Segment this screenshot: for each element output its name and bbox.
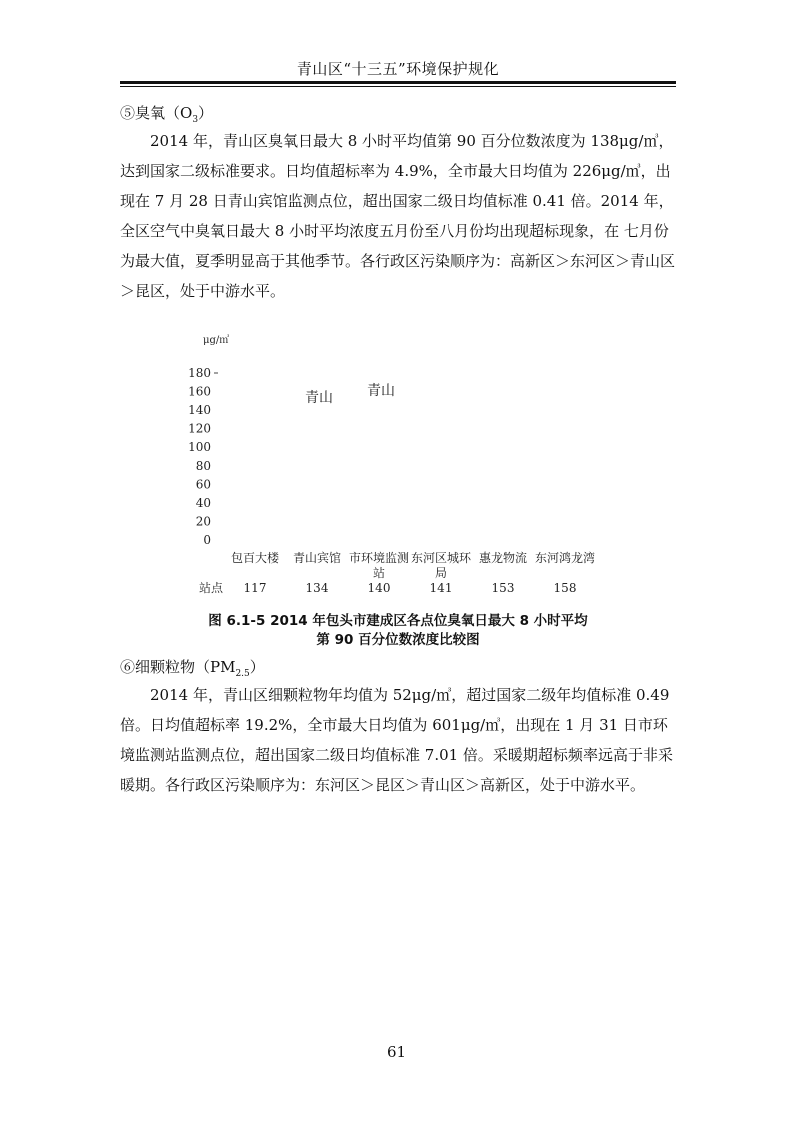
header-rule-thin bbox=[120, 86, 676, 87]
y-tick-label: 60 bbox=[195, 477, 211, 492]
o3-heading-prefix: ⑤臭氧（O bbox=[120, 104, 193, 122]
bar bbox=[547, 393, 583, 540]
bar bbox=[237, 431, 273, 540]
y-tick-label: 80 bbox=[195, 458, 211, 473]
value-label: 140 bbox=[367, 581, 391, 595]
y-tick-label: 40 bbox=[195, 495, 211, 510]
x-category-label: 站 bbox=[372, 566, 386, 580]
running-header: 青山区“十三五”环境保护规化 bbox=[296, 60, 500, 78]
value-label: 158 bbox=[553, 581, 577, 595]
x-category-label: 东河区城环 bbox=[410, 551, 472, 565]
x-category-label: 市环境监测 bbox=[348, 551, 410, 565]
x-category-label: 包百大楼 bbox=[230, 551, 280, 565]
station-row-label: 站点 bbox=[199, 581, 224, 595]
o3-paragraph: 2014 年，青山区臭氧日最大 8 小时平均值第 90 百分位数浓度为 138μg/㎥，达到国家二级标准要求。日均值超标率为 4.9%，全市最大日均值为 226μg/㎥，出现在 7 月 28 日青山宾馆监测点位，超出国家二级日均值标准 0.41 倍。2014 年，全区空气中臭氧日最大 8 小时平均浓度五月份至八月份均出现超标现象，在 七月份为最大值，夏季明显高于其他季节。各行政区污染顺序为：高新区＞东河区＞青山区＞昆区，处于中游水平。 bbox=[120, 132, 676, 300]
bar bbox=[299, 416, 335, 540]
page-number: 61 bbox=[386, 1043, 407, 1061]
y-tick-label: 160 bbox=[188, 384, 211, 399]
bar bbox=[361, 410, 397, 540]
value-label: 141 bbox=[429, 581, 453, 595]
value-label: 117 bbox=[243, 581, 267, 595]
o3-heading-sub: 3 bbox=[192, 115, 199, 125]
x-category-label: 东河鸿龙湾 bbox=[534, 551, 596, 565]
chart-annotation: 青山 bbox=[305, 390, 333, 407]
y-tick-label: 20 bbox=[195, 514, 211, 529]
chart-annotation: 青山 bbox=[367, 382, 395, 399]
x-category-label: 局 bbox=[434, 566, 448, 580]
o3-bar-chart bbox=[185, 325, 655, 605]
bar bbox=[423, 409, 459, 540]
pm25-paragraph: 2014 年，青山区细颗粒物年均值为 52μg/㎥，超过国家二级年均值标准 0.49 倍。日均值超标率 19.2%，全市最大日均值为 601μg/㎥，出现在 1 月 31 日市环境监测站监测点位，超出国家二级日均值标准 7.01 倍。采暖期超标频率远高于非采暖期。各行政区污染顺序为：东河区＞昆区＞青山区＞高新区，处于中游水平。 bbox=[120, 686, 673, 794]
pm25-heading-sub: 2.5 bbox=[235, 669, 250, 679]
pm25-heading-prefix: ⑥细颗粒物（PM bbox=[120, 658, 236, 676]
o3-heading-suffix: ） bbox=[198, 104, 214, 122]
figure-caption-line1: 图 6.1-5 2014 年包头市建成区各点位臭氧日最大 8 小时平均 bbox=[208, 613, 588, 629]
x-category-label: 惠龙物流 bbox=[478, 551, 528, 565]
y-tick-label: 0 bbox=[203, 533, 211, 547]
value-label: 153 bbox=[491, 581, 515, 595]
y-tick-label: 100 bbox=[188, 440, 211, 455]
y-tick-label: 120 bbox=[188, 421, 211, 436]
figure-caption-line2: 第 90 百分位数浓度比较图 bbox=[316, 632, 480, 648]
bar bbox=[485, 398, 521, 540]
y-axis-unit-label: μg/㎥ bbox=[203, 335, 230, 346]
value-label: 134 bbox=[305, 581, 329, 595]
pm25-heading-suffix: ） bbox=[249, 658, 265, 676]
y-tick-label: 140 bbox=[188, 403, 211, 418]
header-rule-thick bbox=[120, 81, 676, 84]
y-tick-label: 180 bbox=[188, 366, 211, 380]
x-category-label: 青山宾馆 bbox=[292, 551, 342, 565]
